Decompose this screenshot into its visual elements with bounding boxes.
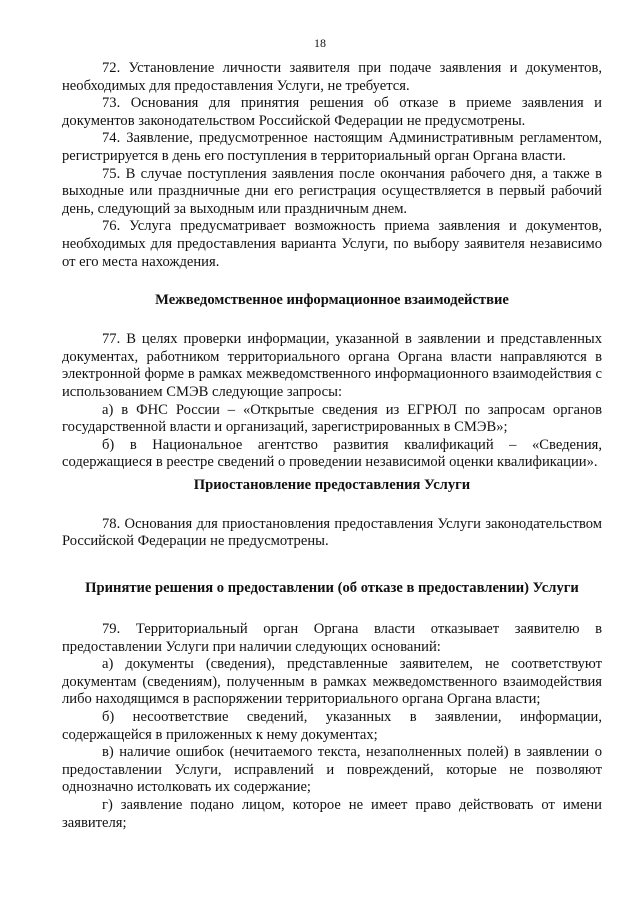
paragraph-76: 76. Услуга предусматривает возможность приема заявления и документов, необходимых для предоставления варианта Услуги, по выбору заявителя независимо от его места нахождения. (62, 218, 602, 270)
section-heading-interagency: Межведомственное информационное взаимодействие (155, 292, 509, 309)
page-number: 18 (314, 36, 326, 50)
paragraph-77-a: а) в ФНС России – «Открытые сведения из ЕГРЮЛ по запросам органов государственной власти и организаций, зарегистрированных в СМЭВ»; (62, 401, 602, 436)
paragraph-77: 77. В целях проверки информации, указанной в заявлении и представленных документах, работником территориального органа Органа власти направляются в электронной форме в рамках межведомственного информационного взаимодействия с использованием СМЭВ следующие запросы: (62, 331, 602, 400)
paragraph-79: 79. Территориальный орган Органа власти отказывает заявителю в предоставлении Услуги при наличии следующих оснований: (62, 621, 602, 655)
paragraph-79-a: а) документы (сведения), представленные заявителем, не соответствуют документам (сведениям), полученным в рамках межведомственного взаимодействия либо находящимся в распоряжении территориального органа Органа власти; (62, 656, 602, 708)
paragraph-75: 75. В случае поступления заявления после окончания рабочего дня, а также в выходные или праздничные дни его регистрация осуществляется в первый рабочий день, следующий за выходным или праздничным днем. (62, 165, 602, 217)
paragraph-79-d: г) заявление подано лицом, которое не имеет право действовать от имени заявителя; (62, 797, 602, 831)
paragraph-74: 74. Заявление, предусмотренное настоящим Административным регламентом, регистрируется в день его поступления в территориальный орган Органа власти. (62, 130, 602, 164)
paragraph-73: 73. Основания для принятия решения об отказе в приеме заявления и документов законодательством Российской Федерации не предусмотрены. (62, 95, 602, 129)
section-heading-suspension: Приостановление предоставления Услуги (193, 476, 471, 493)
paragraph-77-b: б) в Национальное агентство развития квалификаций – «Сведения, содержащиеся в реестре сведений о проведении независимой оценки квалификации». (62, 436, 602, 471)
paragraph-78: 78. Основания для приостановления предоставления Услуги законодательством Российской Федерации не предусмотрены. (62, 515, 602, 550)
paragraph-79-c: в) наличие ошибок (нечитаемого текста, незаполненных полей) в заявлении о предоставлении Услуги, исправлений и повреждений, которые не позволяют однозначно истолковать их содержание; (62, 744, 602, 796)
paragraph-72: 72. Установление личности заявителя при подаче заявления и документов, необходимых для предоставления Услуги, не требуется. (62, 60, 602, 94)
document-body (62, 60, 602, 832)
paragraph-79-b: б) несоответствие сведений, указанных в заявлении, информации, содержащейся в приложенных к нему документах; (62, 709, 602, 743)
section-heading-decision: Принятие решения о предоставлении (об отказе в предоставлении) Услуги (85, 580, 579, 597)
